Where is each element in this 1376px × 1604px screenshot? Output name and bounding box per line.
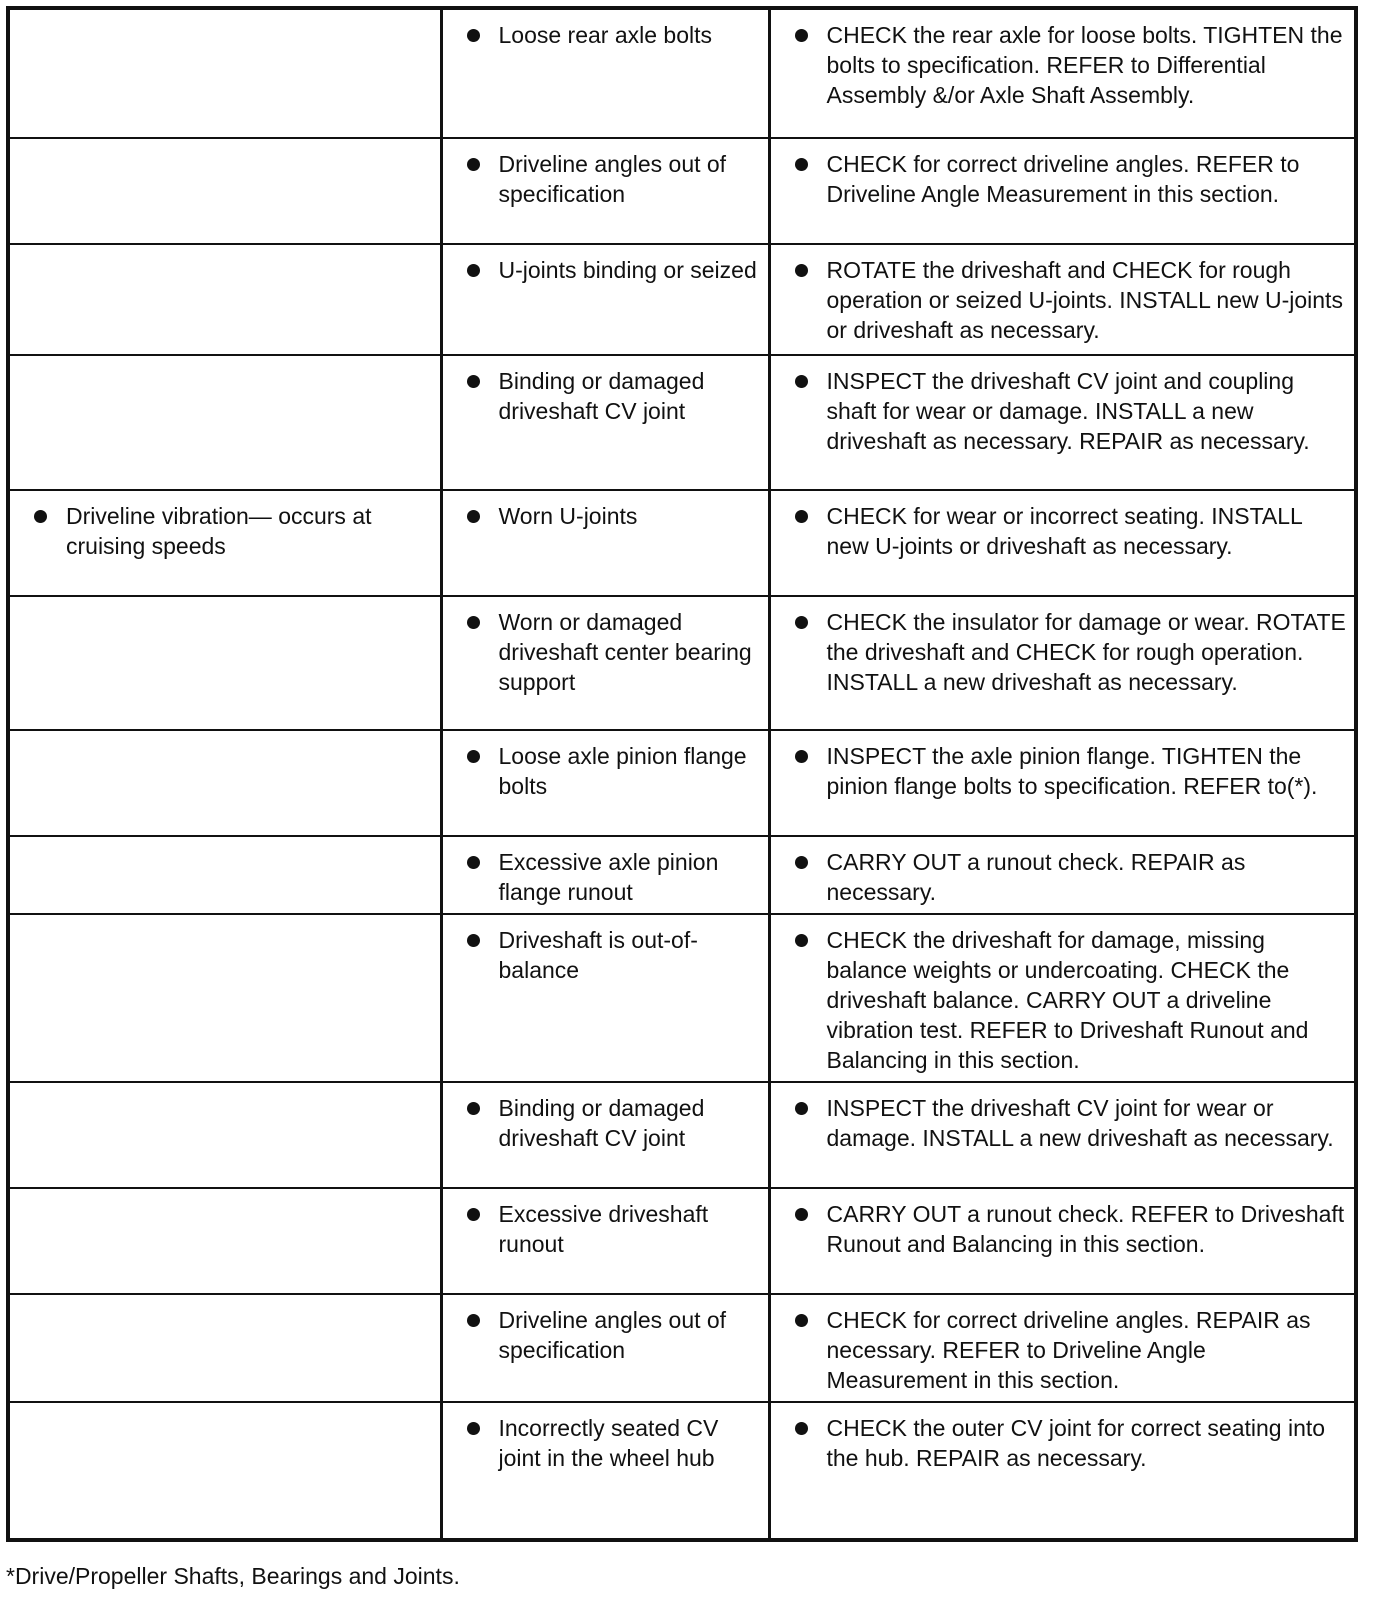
bullet-icon (795, 1208, 808, 1221)
bullet-icon (795, 29, 808, 42)
table-row (8, 490, 1356, 596)
condition-cell (8, 244, 441, 355)
bullet-icon (795, 934, 808, 947)
footnote: *Drive/Propeller Shafts, Bearings and Joints. (6, 1563, 460, 1589)
cause-cell (441, 8, 769, 138)
cause-cell (441, 138, 769, 244)
action-cell (769, 596, 1356, 730)
cause-cell (441, 355, 769, 490)
cause-cell (441, 730, 769, 836)
cause-cell (441, 1082, 769, 1188)
bullet-icon (467, 158, 480, 171)
action-text: CHECK for correct driveline angles. REPAIR as necessary. REFER to Driveline Angle Measurement in this section. (826, 1307, 1311, 1393)
action-cell (769, 836, 1356, 914)
condition-cell (8, 1402, 441, 1540)
cause-text: Driveline angles out of specification (498, 151, 727, 207)
bullet-icon (795, 750, 808, 763)
cause-text: Binding or damaged driveshaft CV joint (498, 368, 705, 424)
cause-text: Loose axle pinion flange bolts (498, 743, 747, 799)
cause-cell (441, 1294, 769, 1402)
action-text: INSPECT the driveshaft CV joint for wear or damage. INSTALL a new driveshaft as necessary. (826, 1095, 1334, 1151)
action-text: INSPECT the axle pinion flange. TIGHTEN the pinion flange bolts to specification. REFER to(*). (826, 743, 1318, 799)
condition-cell (8, 8, 441, 138)
action-cell (769, 914, 1356, 1082)
action-text: CHECK the rear axle for loose bolts. TIGHTEN the bolts to specification. REFER to Differential Assembly &/or Axle Shaft Assembly. (826, 22, 1343, 108)
condition-cell (8, 1294, 441, 1402)
cause-cell (441, 836, 769, 914)
bullet-icon (795, 1314, 808, 1327)
action-cell (769, 1294, 1356, 1402)
bullet-icon (467, 1422, 480, 1435)
action-cell (769, 1402, 1356, 1540)
cause-text: Worn U-joints (498, 503, 638, 529)
table-row (8, 1402, 1356, 1540)
action-text: CHECK for wear or incorrect seating. INSTALL new U-joints or driveshaft as necessary. (826, 503, 1302, 559)
table-row (8, 596, 1356, 730)
bullet-icon (467, 1314, 480, 1327)
table-row (8, 1082, 1356, 1188)
action-text: CARRY OUT a runout check. REPAIR as necessary. (826, 849, 1246, 905)
bullet-icon (467, 1208, 480, 1221)
action-cell (769, 244, 1356, 355)
action-text: ROTATE the driveshaft and CHECK for rough operation or seized U-joints. INSTALL new U-joints or driveshaft as necessary. (826, 257, 1343, 343)
table-row (8, 1188, 1356, 1294)
condition-cell (8, 1082, 441, 1188)
action-text: CARRY OUT a runout check. REFER to Driveshaft Runout and Balancing in this section. (826, 1201, 1345, 1257)
bullet-icon (795, 158, 808, 171)
condition-cell (8, 138, 441, 244)
action-text: CHECK the driveshaft for damage, missing balance weights or undercoating. CHECK the driveshaft balance. CARRY OUT a driveline vibration test. REFER to Driveshaft Runout and Balancing in this section. (826, 927, 1309, 1073)
condition-cell (8, 914, 441, 1082)
action-cell (769, 138, 1356, 244)
table-row (8, 914, 1356, 1082)
table-row (8, 8, 1356, 138)
bullet-icon (467, 616, 480, 629)
bullet-icon (795, 510, 808, 523)
cause-text: Excessive axle pinion flange runout (498, 849, 719, 905)
cause-text: Loose rear axle bolts (498, 22, 713, 48)
table-row (8, 730, 1356, 836)
table-row (8, 355, 1356, 490)
bullet-icon (467, 264, 480, 277)
cause-text: Incorrectly seated CV joint in the wheel hub (498, 1415, 719, 1471)
bullet-icon (467, 856, 480, 869)
bullet-icon (795, 616, 808, 629)
cause-text: Binding or damaged driveshaft CV joint (498, 1095, 705, 1151)
action-text: CHECK the outer CV joint for correct seating into the hub. REPAIR as necessary. (826, 1415, 1326, 1471)
bullet-icon (467, 1102, 480, 1115)
bullet-icon (795, 375, 808, 388)
table-row (8, 138, 1356, 244)
cause-text: Driveshaft is out-of-balance (498, 927, 698, 983)
bullet-icon (467, 750, 480, 763)
condition-cell (8, 596, 441, 730)
bullet-icon (34, 510, 47, 523)
action-text: CHECK the insulator for damage or wear. ROTATE the driveshaft and CHECK for rough operation. INSTALL a new driveshaft as necessary. (826, 609, 1346, 695)
action-cell (769, 730, 1356, 836)
action-cell (769, 490, 1356, 596)
condition-cell (8, 490, 441, 596)
bullet-icon (467, 29, 480, 42)
bullet-icon (795, 856, 808, 869)
cause-cell (441, 1402, 769, 1540)
cause-cell (441, 490, 769, 596)
condition-cell (8, 836, 441, 914)
bullet-icon (795, 1422, 808, 1435)
bullet-icon (795, 264, 808, 277)
cause-text: Excessive driveshaft runout (498, 1201, 709, 1257)
cause-cell (441, 596, 769, 730)
action-cell (769, 1188, 1356, 1294)
action-cell (769, 355, 1356, 490)
table-row (8, 836, 1356, 914)
action-text: INSPECT the driveshaft CV joint and coupling shaft for wear or damage. INSTALL a new driveshaft as necessary. REPAIR as necessary. (826, 368, 1310, 454)
action-cell (769, 1082, 1356, 1188)
action-text: CHECK for correct driveline angles. REFER to Driveline Angle Measurement in this section. (826, 151, 1300, 207)
bullet-icon (467, 934, 480, 947)
cause-text: U-joints binding or seized (498, 257, 757, 283)
cause-cell (441, 1188, 769, 1294)
cause-text: Driveline angles out of specification (498, 1307, 727, 1363)
cause-cell (441, 244, 769, 355)
condition-text: Driveline vibration— occurs at cruising speeds (66, 503, 372, 559)
cause-text: Worn or damaged driveshaft center bearing support (498, 609, 752, 695)
bullet-icon (467, 510, 480, 523)
diagnosis-table (6, 6, 1358, 1542)
table-row (8, 244, 1356, 355)
bullet-icon (795, 1102, 808, 1115)
condition-cell (8, 730, 441, 836)
condition-cell (8, 1188, 441, 1294)
cause-cell (441, 914, 769, 1082)
table-row (8, 1294, 1356, 1402)
bullet-icon (467, 375, 480, 388)
action-cell (769, 8, 1356, 138)
condition-cell (8, 355, 441, 490)
